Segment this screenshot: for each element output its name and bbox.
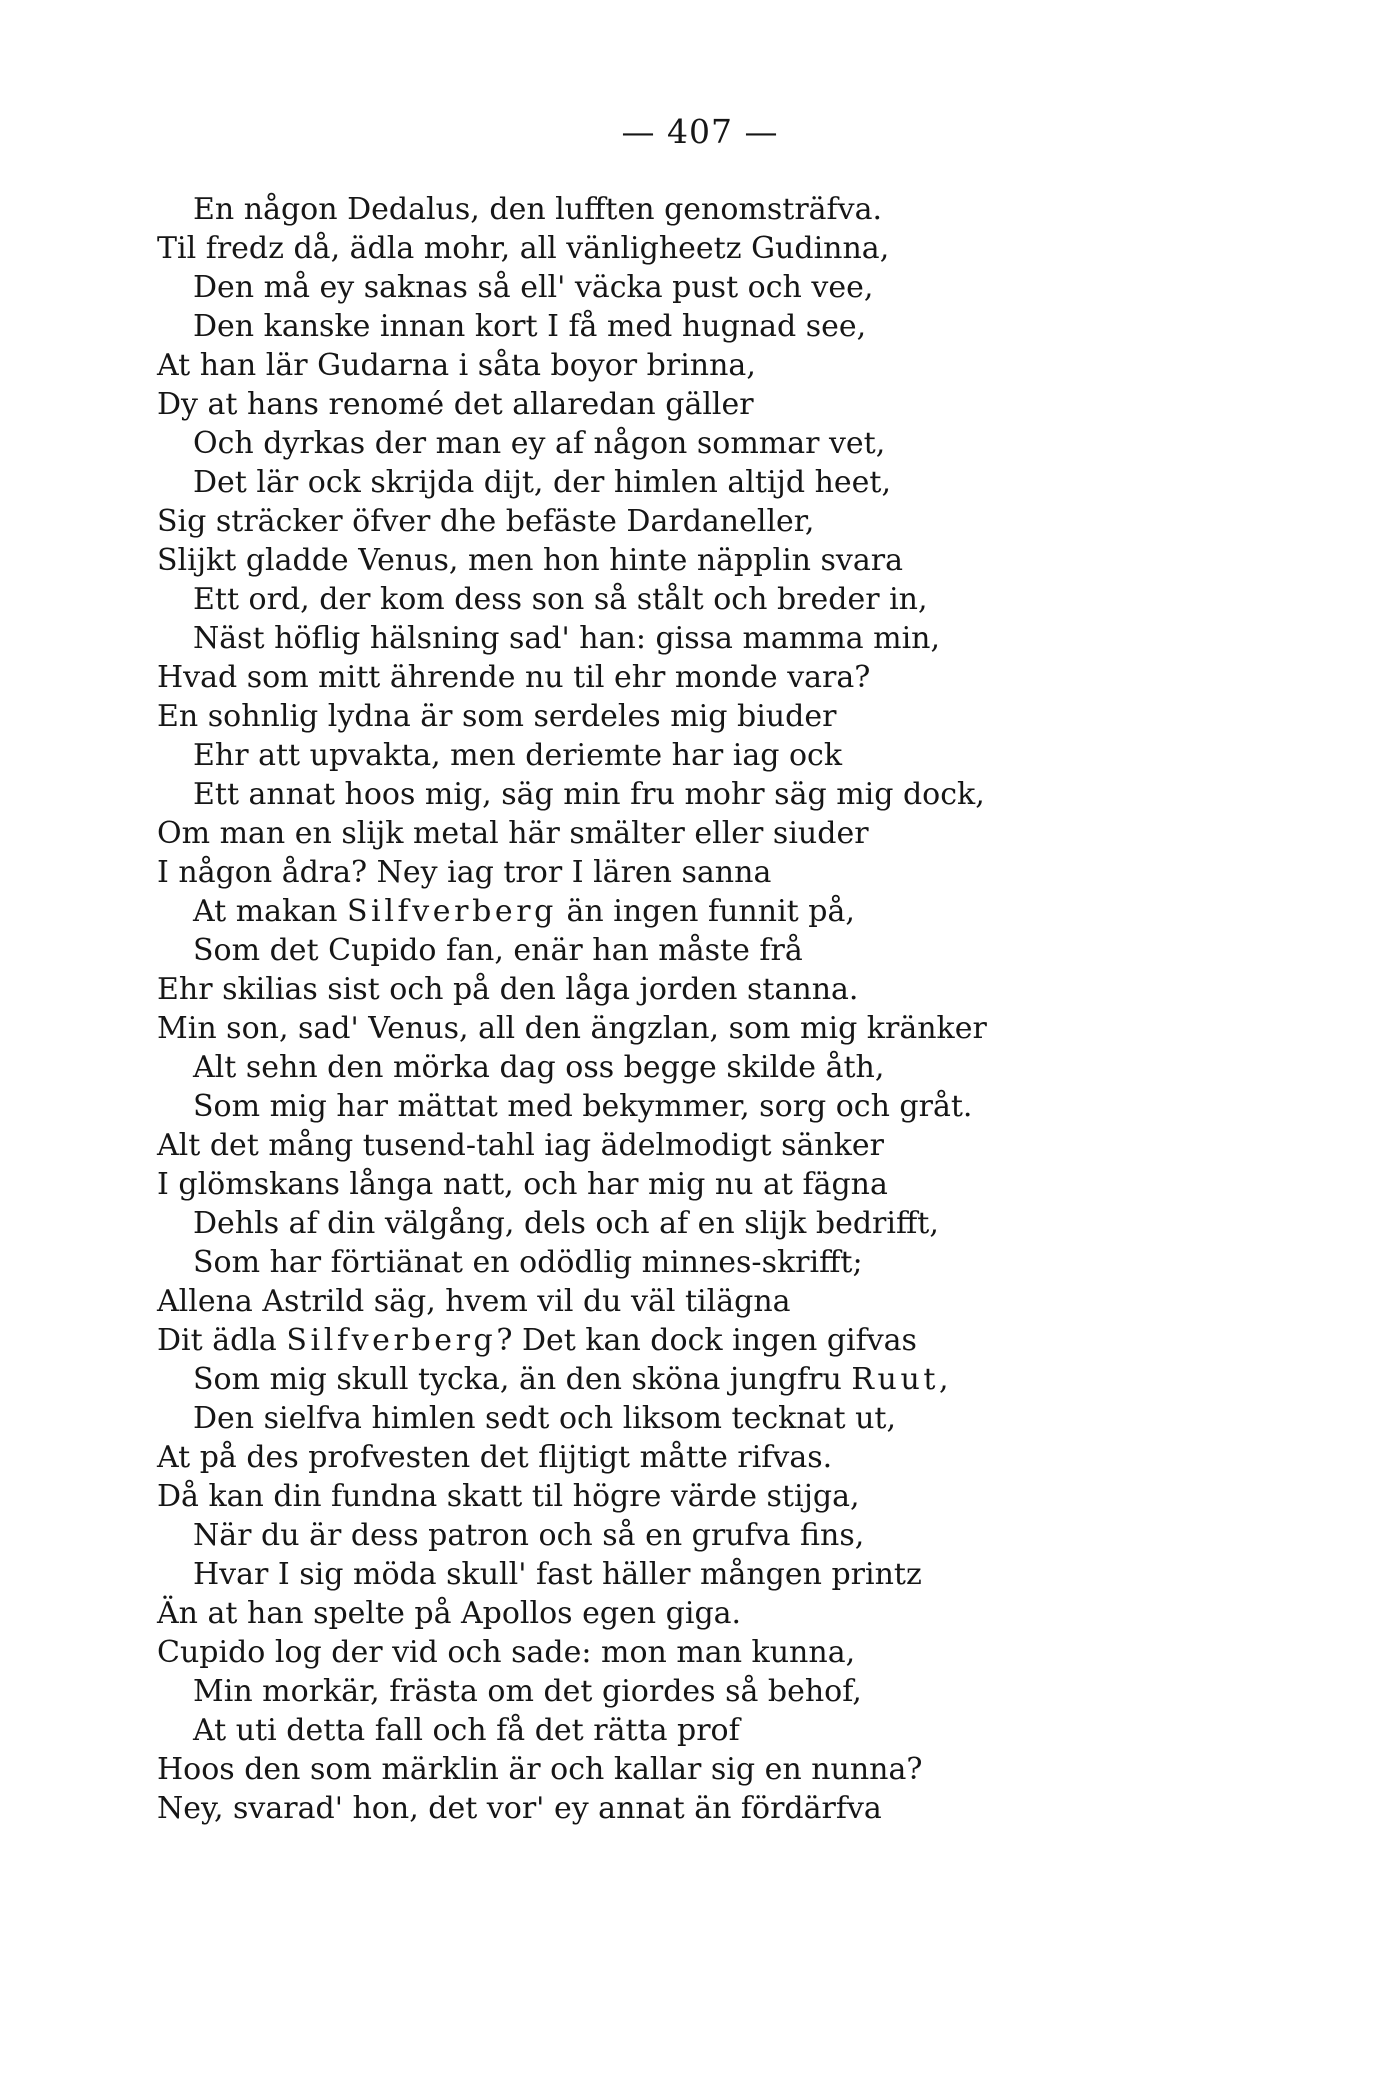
letterspaced-name: Silfverberg (346, 894, 557, 929)
poem-line: Dy at hans renomé det allaredan gäller (157, 387, 754, 422)
line-segment: än ingen funnit på, (556, 894, 855, 929)
poem-line: Som har förtiänat en odödlig minnes-skrifft; (193, 1245, 863, 1280)
poem-line: Än at han spelte på Apollos egen giga. (157, 1596, 742, 1631)
poem-line: Ett ord, der kom dess son så stålt och breder in, (193, 582, 928, 617)
letterspaced-name: Ruut (851, 1362, 940, 1397)
poem-line: At uti detta fall och få det rätta prof (193, 1713, 740, 1748)
poem-text (0, 190, 1400, 1828)
poem-line: Näst höflig hälsning sad' han: gissa mamma min, (193, 621, 941, 656)
poem-line: Ett annat hoos mig, säg min fru mohr säg mig dock, (193, 777, 985, 812)
poem-line: Och dyrkas der man ey af någon sommar vet, (193, 426, 886, 461)
poem-line: Alt sehn den mörka dag oss begge skilde åth, (193, 1050, 885, 1085)
poem-line: Ehr skilias sist och på den låga jorden stanna. (157, 972, 859, 1007)
poem-line: At han lär Gudarna i såta boyor brinna, (157, 348, 756, 383)
poem-line: Hvad som mitt ährende nu til ehr monde vara? (157, 660, 871, 695)
poem-line: Allena Astrild säg, hvem vil du väl tilägna (157, 1284, 791, 1319)
poem-line: En någon Dedalus, den lufften genomsträfva. (193, 192, 883, 227)
line-segment: , (939, 1362, 949, 1397)
poem-line: Alt det mång tusend-tahl iag ädelmodigt sänker (157, 1128, 885, 1163)
poem-line: At på des profvesten det flijtigt måtte rifvas. (157, 1440, 833, 1475)
letterspaced-name: Silfverberg (286, 1323, 497, 1358)
line-segment: Som mig skull tycka, än den sköna jungfru (193, 1362, 852, 1397)
poem-line: Som mig har mättat med bekymmer, sorg och gråt. (193, 1089, 973, 1124)
poem-line: Hvar I sig möda skull' fast häller mången printz (193, 1557, 922, 1592)
poem-line: Om man en slijk metal här smälter eller siuder (157, 816, 869, 851)
poem-line: Sig sträcker öfver dhe befäste Dardaneller, (157, 504, 815, 539)
poem-line: När du är dess patron och så en grufva fins, (193, 1518, 865, 1553)
line-segment: Dit ädla (157, 1323, 287, 1358)
poem-line: Til fredz då, ädla mohr, all vänligheetz Gudinna, (157, 231, 890, 266)
poem-line: Det lär ock skrijda dijt, der himlen altijd heet, (193, 465, 891, 500)
poem-line (0, 1360, 1400, 1399)
poem-line: Den må ey saknas så ell' väcka pust och vee, (193, 270, 874, 305)
poem-line: I glömskans långa natt, och har mig nu at fägna (157, 1167, 888, 1202)
poem-line (0, 892, 1400, 931)
poem-line: Ehr att upvakta, men deriemte har iag ock (193, 738, 843, 773)
poem-line: Min morkär, frästa om det giordes så behof, (193, 1674, 862, 1709)
poem-line: Cupido log der vid och sade: mon man kunna, (157, 1635, 856, 1670)
page-number: — 407 — (621, 112, 779, 151)
poem-line: Den sielfva himlen sedt och liksom tecknat ut, (193, 1401, 897, 1436)
line-segment: ? Det kan dock ingen gifvas (496, 1323, 917, 1358)
poem-line (0, 1321, 1400, 1360)
poem-line: Ney, svarad' hon, det vor' ey annat än fördärfva (157, 1791, 882, 1826)
poem-line: Då kan din fundna skatt til högre värde stijga, (157, 1479, 860, 1514)
poem-line: I någon ådra? Ney iag tror I lären sanna (157, 855, 772, 890)
poem-line: Som det Cupido fan, enär han måste frå (193, 933, 803, 968)
poem-line: Dehls af din välgång, dels och af en slijk bedrifft, (193, 1206, 939, 1241)
poem-line: Hoos den som märklin är och kallar sig en nunna? (157, 1752, 923, 1787)
poem-line: En sohnlig lydna är som serdeles mig biuder (157, 699, 837, 734)
poem-line: Slijkt gladde Venus, men hon hinte näpplin svara (157, 543, 903, 578)
poem-line: Min son, sad' Venus, all den ängzlan, som mig kränker (157, 1011, 987, 1046)
poem-line: Den kanske innan kort I få med hugnad see, (193, 309, 867, 344)
line-segment: At makan (193, 894, 347, 929)
